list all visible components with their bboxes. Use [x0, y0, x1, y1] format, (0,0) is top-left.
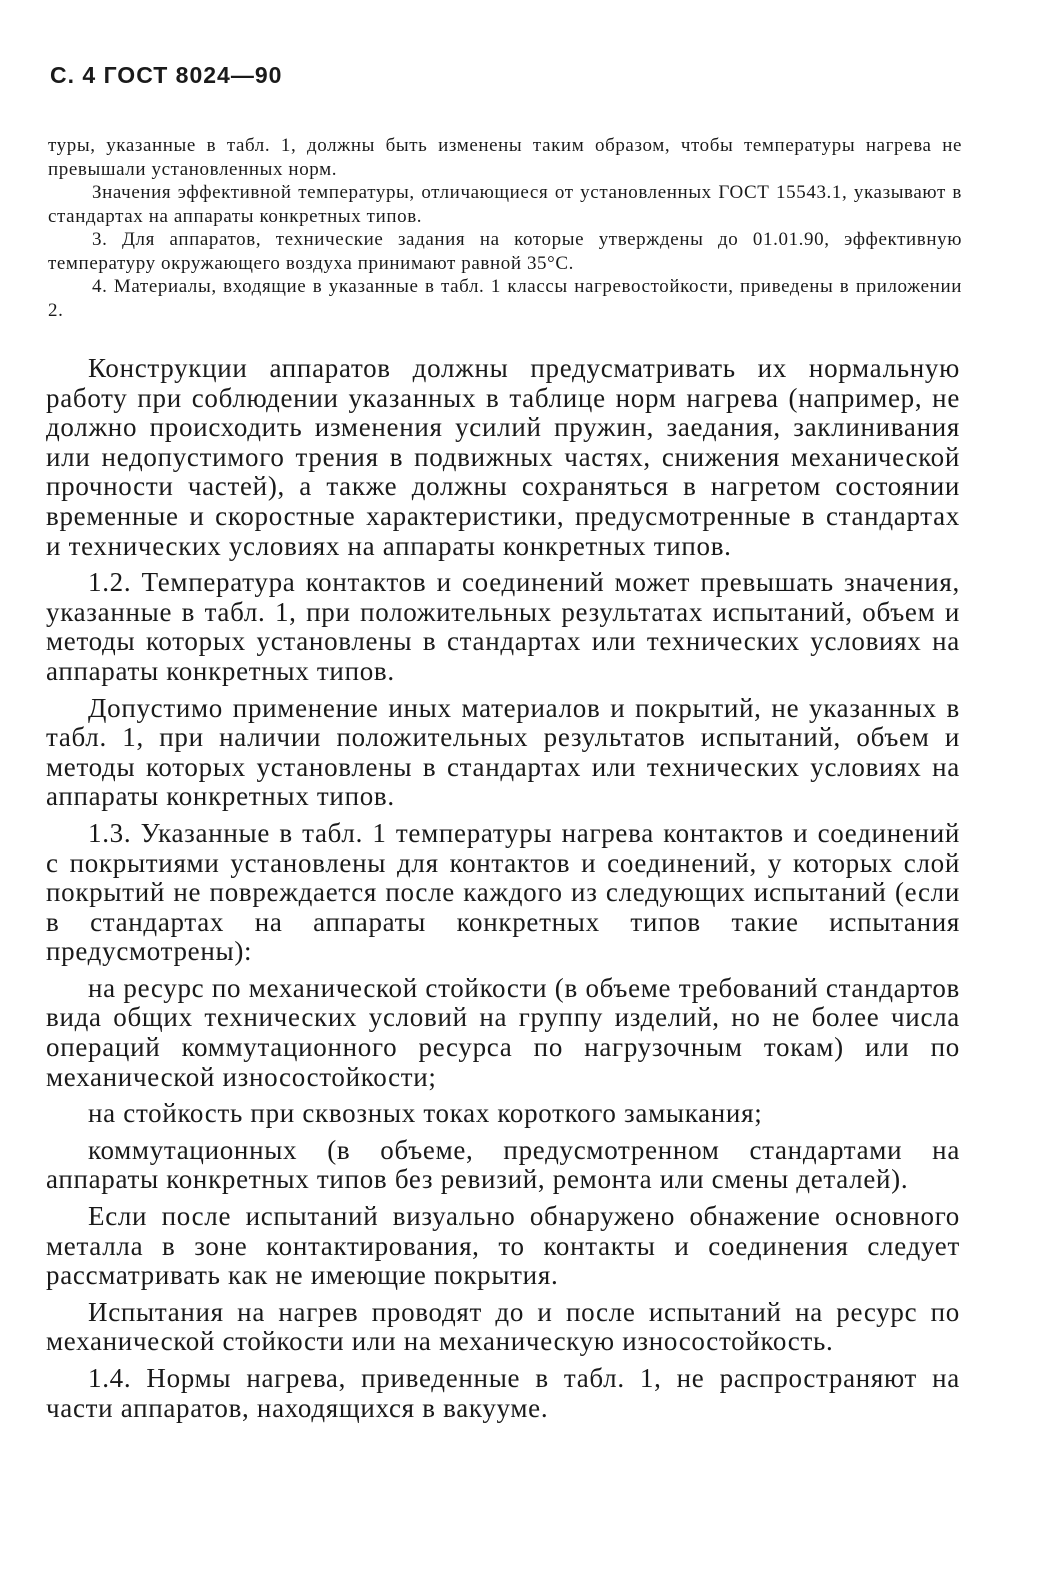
- page-header: С. 4 ГОСТ 8024—90: [50, 62, 283, 88]
- note-3: 3. Для аппаратов, технические задания на которые утверждены до 01.01.90, эффективную температуру окружающего воздуха принимают равной 35°С.: [48, 229, 962, 274]
- note-paragraph-effective-temperature: Значения эффективной температуры, отличающиеся от установленных ГОСТ 15543.1, указывают в стандартах на аппараты конкретных типов.: [48, 182, 962, 227]
- note-paragraph-continuation: туры, указанные в табл. 1, должны быть изменены таким образом, чтобы температуры нагрева не превышали установленных норм.: [48, 135, 962, 180]
- paragraph-other-materials: Допустимо применение иных материалов и покрытий, не указанных в табл. 1, при наличии положительных результатов испытаний, объем и методы которых установлены в стандартах или технических условиях на аппараты конкретных типов.: [46, 692, 960, 812]
- table-notes: [48, 134, 962, 322]
- paragraph-1-3: 1.3. Указанные в табл. 1 температуры нагрева контактов и соединений с покрытиями установлены для контактов и соединений, у которых слой покрытий не повреждается после каждого из следующих испытаний (если в стандартах на аппараты конкретных типов такие испытания предусмотрены):: [46, 817, 960, 967]
- note-4: 4. Материалы, входящие в указанные в табл. 1 классы нагревостойкости, приведены в приложении 2.: [48, 276, 962, 321]
- paragraph-1-2: 1.2. Температура контактов и соединений может превышать значения, указанные в табл. 1, при положительных результатах испытаний, объем и методы которых установлены в стандартах или технических условиях на аппараты конкретных типов.: [46, 567, 960, 686]
- paragraph-exposed-metal: Если после испытаний визуально обнаружено обнажение основного металла в зоне контактирования, то контакты и соединения следует рассматривать как не имеющие покрытия.: [46, 1201, 960, 1291]
- paragraph-constructions: Конструкции аппаратов должны предусматривать их нормальную работу при соблюдении указанных в таблице норм нагрева (например, не должно происходить изменения усилий пружин, заедания, заклинивания или недопустимого трения в подвижных частях, снижения механической прочности частей), а также должны сохраняться в нагретом состоянии временные и скоростные характеристики, предусмотренные в стандартах и технических условиях на аппараты конкретных типов.: [46, 353, 960, 561]
- list-item-short-circuit: на стойкость при сквозных токах короткого замыкания;: [88, 1098, 763, 1129]
- main-text: [46, 354, 960, 1430]
- paragraph-heating-tests: Испытания на нагрев проводят до и после испытаний на ресурс по механической стойкости или на механическую износостойкость.: [46, 1296, 960, 1357]
- list-item-switching: коммутационных (в объеме, предусмотренном стандартами на аппараты конкретных типов без ревизий, ремонта или смены деталей).: [46, 1134, 960, 1195]
- paragraph-1-4: 1.4. Нормы нагрева, приведенные в табл. 1, не распространяют на части аппаратов, находящихся в вакууме.: [46, 1363, 960, 1423]
- list-item-mechanical-resource: на ресурс по механической стойкости (в объеме требований стандартов вида общих технических условий на группу изделий, но не более числа операций коммутационного ресурса по нагрузочным токам) или по механической износостойкости;: [46, 972, 960, 1092]
